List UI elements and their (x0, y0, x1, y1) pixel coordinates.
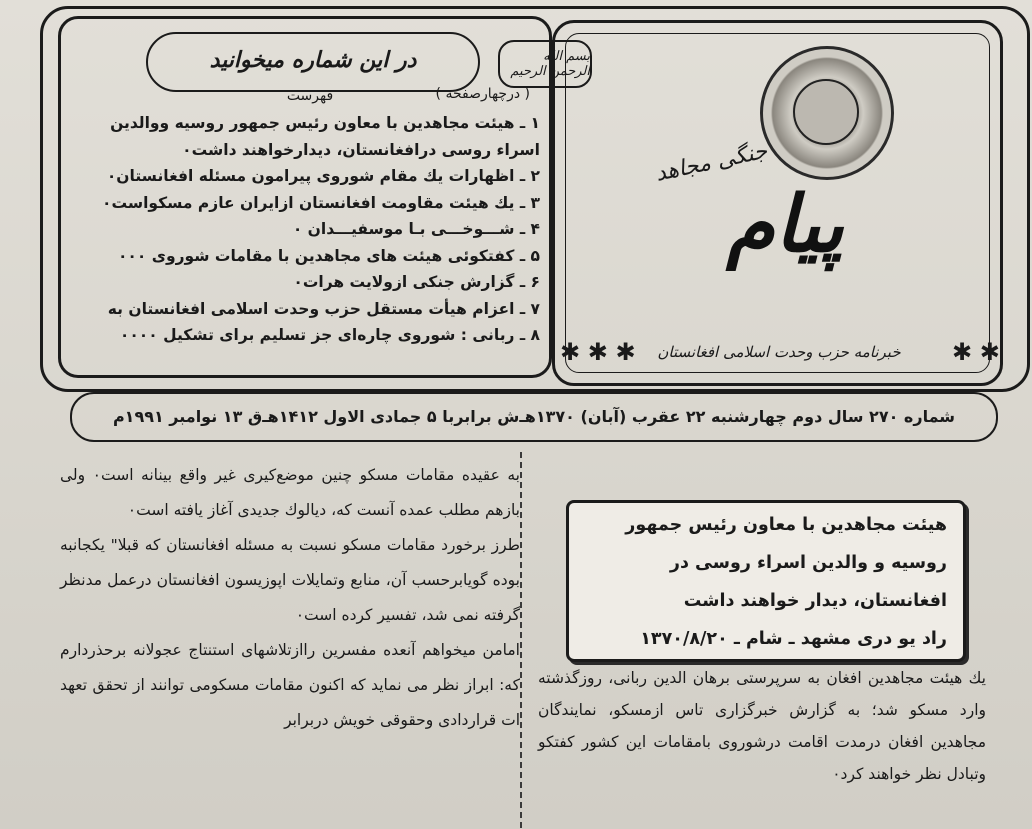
masthead-subtitle: جنگی مجاهد (653, 138, 770, 187)
article-paragraph: امامن میخواهم آنعده مفسرین راازتلاشهای استنتاج عجولانه برحذردارم که: ابراز نظر می نماید که اکنون مقامات مسکومی توانند از تحقق تعهد ات قراردادی وحقوقی خویش دربرابر (60, 641, 520, 729)
contents-item: اسراء روسی درافغانستان، دیدارخواهند داشت٠ (182, 140, 540, 159)
contents-item: ۷ ـ اعزام هیأت مستقل حزب وحدت اسلامی افغانستان به (107, 299, 540, 318)
contents-item: ۲ ـ اظهارات یك مقام شوروی پیرامون مسئله افغانستان٠ (106, 167, 540, 185)
article-paragraph: به عقیده مقامات مسکو چنین موضع‌کیری غیر واقع بینانه است٠ ولی بازهم مطلب عمده آنست که، دیالوك جدیدی آغاز یافته است٠ (60, 466, 520, 519)
headline-dateline: راد یو دری مشهد ـ شام ـ ۱۳۷۰/۸/۲۰ (640, 629, 947, 649)
contents-item: ۶ ـ گزارش جنکی ازولایت هرات٠ (293, 273, 540, 291)
column-divider (520, 452, 522, 829)
headline-box (566, 500, 966, 662)
contents-page-note: ( درچهارصفحه ) (435, 86, 530, 102)
contents-banner: در این شماره میخوانید (146, 32, 480, 92)
contents-item: ۳ ـ یك هیئت مقاومت افغانستان ازایران عازم مسکواست٠ (102, 193, 540, 212)
contents-item: ۴ ـ شـــوخـــی بـا موسفیـــدان ٠ (292, 220, 540, 238)
article-paragraph: یك هیئت مجاهدین افغان به سرپرستی برهان الدین ربانی، روزگذشته وارد مسکو شد؛ به گزارش خبرگزاری تاس ازمسکو، نمایندگان مجاهدین افغان درمدت اقامت درشوروی بامقامات این کشور کفتکو وتبادل نظر خواهند کرد٠ (538, 669, 986, 783)
contents-list (66, 110, 540, 349)
headline-line: هیئت مجاهدین با معاون رئیس جمهور (625, 515, 947, 535)
stars-left-icon: ✱ ✱ (952, 338, 1000, 366)
masthead-motto: خبرنامه حزب وحدت اسلامی افغانستان (657, 343, 901, 361)
headline-line: افغانستان، دیدار خواهند داشت (683, 591, 947, 611)
contents-item: ۸ ـ ربانی : شوروی چاره‌ای جز تسلیم برای تشکیل ٠٠٠٠ (119, 326, 540, 344)
contents-label: فهرست (286, 88, 334, 104)
emblem-core (793, 79, 859, 145)
stars-right-icon: ✱ ✱ ✱ (560, 338, 636, 366)
masthead-title: پیام (726, 179, 844, 270)
article-left-column (60, 458, 520, 738)
contents-item: ۵ ـ کفتکوئی هیئت های مجاهدین با مقامات شوروی ٠٠٠ (117, 246, 540, 265)
article-right-column (538, 662, 986, 790)
contents-item: ۱ ـ هیئت مجاهدین با معاون رئیس جمهور روسیه ووالدین (110, 114, 540, 132)
issue-date-line: شماره ۲۷۰ سال دوم چهارشنبه ۲۲ عقرب (آبان) ۱۳۷۰هـ‌ش برابربا ۵ جمادی الاول ۱۴۱۲هـ‌ق ۱۳ نوامبر ۱۹۹۱م (70, 392, 998, 442)
basmala: بسم الله الرحمن الرحیم (498, 40, 592, 88)
headline-line: روسیه و والدین اسراء روسی در (669, 553, 947, 573)
article-paragraph: طرز برخورد مقامات مسکو نسبت به مسئله افغانستان که قبلا" یکجانبه بوده گویابرحسب آن، منابع وتمایلات اپوزیسون افغانستان درعمل مدنظر گرفته نمی شد، تفسیر کرده است٠ (60, 536, 520, 624)
